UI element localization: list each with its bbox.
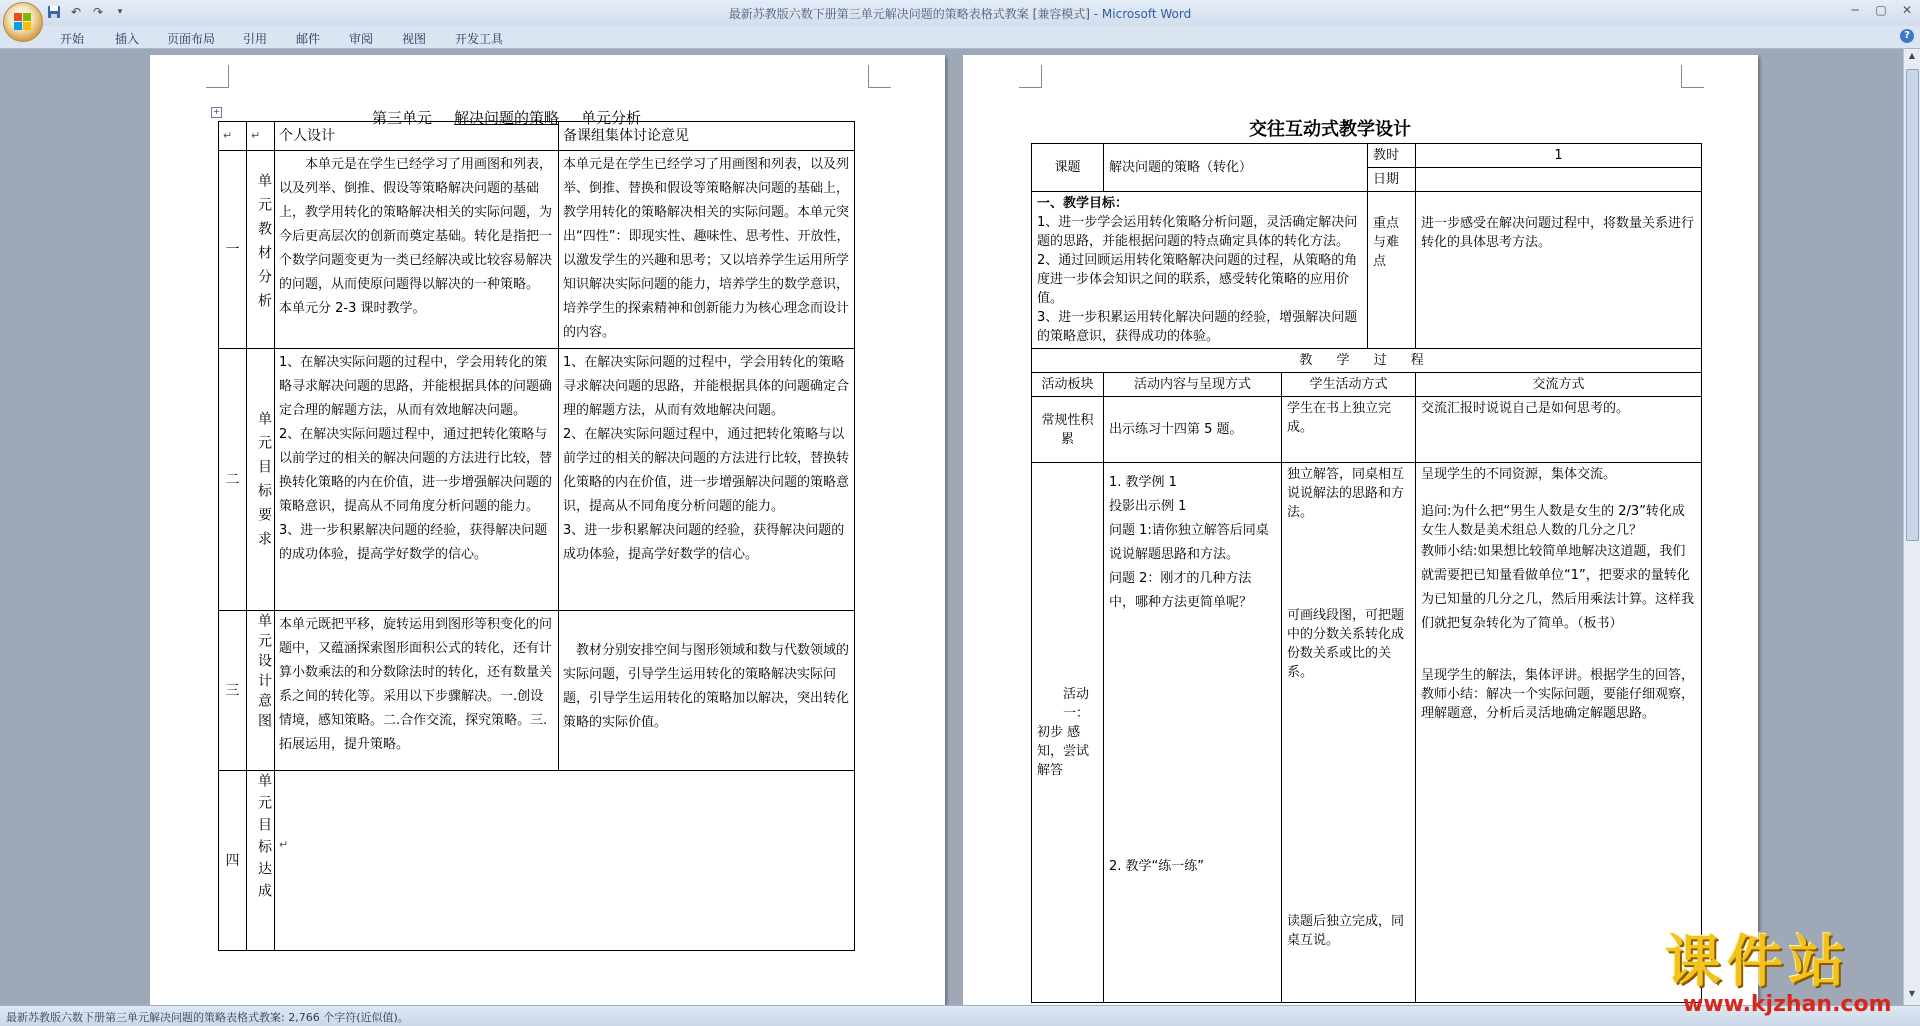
minimize-button[interactable]: ─	[1851, 3, 1859, 17]
col-content[interactable]: 活动内容与呈现方式	[1104, 373, 1282, 397]
header-group[interactable]: 备课组集体讨论意见	[559, 122, 855, 151]
cell-empty[interactable]: ↵	[275, 771, 855, 951]
row-label-text: 单元教材分析	[256, 173, 272, 317]
scroll-up-icon[interactable]: ▲	[1908, 51, 1916, 60]
cell-group[interactable]	[559, 349, 855, 611]
exchange-text: 呈现学生的不同资源，集体交流。	[1421, 467, 1617, 482]
cell-text: 1、在解决实际问题的过程中，学会用转化的策略寻求解决问题的思路，并能根据具体的问题确定合理的解题方法，从而有效地解决问题。	[563, 355, 850, 418]
design-title: 交往互动式教学设计	[1249, 119, 1411, 140]
vertical-scrollbar[interactable]	[1903, 49, 1920, 1005]
title-bar	[0, 0, 1920, 26]
undo-icon[interactable]: ↶	[70, 5, 82, 19]
course-value[interactable]: 解决问题的策略（转化）	[1104, 144, 1368, 192]
page-right	[963, 55, 1758, 1005]
crop-mark	[206, 65, 229, 88]
key-value: 进一步感受在解决问题过程中，将数量关系进行转化的具体思考方法。	[1421, 216, 1695, 250]
tab-review[interactable]: 审阅	[349, 32, 374, 46]
course-row	[1032, 144, 1702, 168]
cell-text: 本单元分 2-3 课时教学。	[279, 301, 426, 316]
tab-insert[interactable]: 插入	[115, 32, 140, 46]
row2-block[interactable]	[1032, 463, 1104, 1003]
title-unit: 第三单元	[372, 109, 433, 127]
redo-icon[interactable]: ↷	[92, 5, 104, 19]
row2-content[interactable]	[1104, 463, 1282, 1003]
page-left	[150, 55, 945, 1005]
table-row	[219, 151, 855, 349]
exchange-text: 追问:为什么把“男生人数是女生的 2/3”转化成女生人数是美术组总人数的几分之几？	[1421, 504, 1685, 538]
table-row	[219, 771, 855, 951]
cell-text: 本单元是在学生已经学习了用画图和列表，以及列举、倒推、假设等策略解决问题的基础上，教学用转化的策略解决相关的实际问题，为今后更高层次的创新而奠定基础。转化是指把一个数学问题变更为一类已经解决或比较容易解决的问题，从而使原问题得以解决的一种策略。	[279, 157, 553, 292]
app-name: Microsoft Word	[1101, 7, 1192, 21]
process-title[interactable]: 教 学 过 程	[1032, 349, 1702, 373]
goal-item: 1、进一步学会运用转化策略分析问题，灵活确定解决问题的思路，并能根据问题的特点确定具体的转化方法。	[1037, 215, 1358, 249]
cell-group[interactable]	[559, 611, 855, 771]
goals-cell[interactable]	[1032, 192, 1368, 349]
exchange-text: 教师小结:如果想比较简单地解决这道题，我们就需要把已知量看做单位“1”，把要求的量转化为已知量的几分之几，然后用乘法计算。这样我们就把复杂转化为了简单。（板书）	[1421, 544, 1695, 631]
watermark-url: www.kjzhan.com	[1683, 992, 1892, 1017]
tab-developer[interactable]: 开发工具	[455, 32, 504, 46]
date-value[interactable]	[1416, 168, 1702, 192]
tab-view[interactable]: 视图	[402, 32, 427, 46]
unit-analysis-table	[218, 121, 855, 951]
status-text: 最新苏教版六数下册第三单元解决问题的策略表格式教案: 2,766 个字符(近似值)。	[6, 1011, 409, 1024]
window-controls	[1842, 0, 1920, 20]
tab-home[interactable]: 开始	[60, 32, 85, 46]
crop-mark	[1681, 65, 1704, 88]
row1-content[interactable]: 出示练习十四第 5 题。	[1104, 397, 1282, 463]
help-icon[interactable]: ?	[1900, 29, 1914, 43]
content-line: 问题 1:请你独立解答后同桌说说解题思路和方法。	[1109, 523, 1269, 562]
row-label[interactable]	[247, 151, 275, 349]
watermark-text: 课件站	[1665, 930, 1851, 995]
process-row	[1032, 397, 1702, 463]
title-analysis: 单元分析	[581, 109, 642, 127]
goal-item: 2、通过回顾运用转化策略解决问题的过程，从策略的角度进一步体会知识之间的联系，感受转化策略的应用价值。	[1037, 253, 1358, 306]
table-row	[219, 611, 855, 771]
cell-personal[interactable]	[275, 349, 559, 611]
key-label-cell[interactable]	[1368, 192, 1416, 349]
row-label[interactable]	[247, 771, 275, 951]
cell-text: 3、进一步积累解决问题的经验，获得解决问题的成功体验，提高学好数学的信心。	[563, 523, 845, 562]
customize-qat-icon[interactable]: ▾	[117, 7, 123, 17]
row2-student[interactable]	[1282, 463, 1416, 1003]
goals-heading: 一、教学目标：	[1037, 196, 1129, 211]
row-label-text: 单元目标达成	[256, 773, 272, 905]
row-number[interactable]: 四	[219, 771, 247, 951]
crop-mark	[868, 65, 891, 88]
row1-student[interactable]: 学生在书上独立完成。	[1282, 397, 1416, 463]
tab-mailings[interactable]: 邮件	[296, 32, 321, 46]
scrollbar-thumb[interactable]	[1906, 69, 1919, 541]
key-label: 重点与难点	[1373, 216, 1400, 269]
cell-personal[interactable]: 本单元既把平移，旋转运用到图形等积变化的问题中，又蕴涵探索图形面积公式的转化，还有计算小数乘法的和分数除法时的转化，还有数量关系之间的转化等。采用以下步骤解决。一.创设情境，感知策略。二.合作交流，探究策略。三.拓展运用，提升策略。	[275, 611, 559, 771]
table-cell[interactable]: ↵	[219, 122, 247, 151]
row2-block-line: 初步 感知，尝试解答	[1037, 725, 1090, 778]
row-number[interactable]: 三	[219, 611, 247, 771]
col-student[interactable]: 学生活动方式	[1282, 373, 1416, 397]
office-button[interactable]	[3, 2, 43, 42]
cell-group[interactable]: 本单元是在学生已经学习了用画图和列表，以及列举、倒推、替换和假设等策略解决问题的基础上，教学用转化的策略解决相关的实际问题。本单元突出“四性”：即现实性、趣味性、思考性、开放性，以激发学生的兴趣和思考；又以培养学生运用所学知识解决实际问题的能力，培养学生的数学意识，培养学生的探索精神和创新能力为核心理念而设计的内容。	[559, 151, 855, 349]
lesson-plan-table	[1031, 143, 1702, 1003]
goals-row	[1032, 192, 1702, 349]
content-line: 问题 2：刚才的几种方法中，哪种方法更简单呢？	[1109, 571, 1253, 610]
crop-mark	[1019, 65, 1042, 88]
content-line: 1. 教学例 1	[1109, 475, 1177, 490]
row-label[interactable]	[247, 349, 275, 611]
row-label[interactable]	[247, 611, 275, 771]
key-value-cell[interactable]	[1416, 192, 1702, 349]
student-text: 可画线段图，可把题中的分数关系转化成份数关系或比的关系。	[1287, 608, 1405, 680]
period-value[interactable]: 1	[1416, 144, 1702, 168]
row-label-text: 单元设计意图	[256, 613, 272, 733]
student-text: 读题后独立完成，同桌互说。	[1287, 914, 1405, 948]
cell-text: 2、在解决实际问题过程中，通过把转化策略与以前学过的相关的解决问题的方法进行比较，替换转化策略的内在价值，进一步增强解决问题的策略意识，提高从不同角度分析问题的能力。	[279, 427, 553, 514]
table-header-row	[219, 122, 855, 151]
close-button[interactable]: ✕	[1901, 3, 1913, 17]
date-label[interactable]: 日期	[1368, 168, 1416, 192]
cell-text: 1、在解决实际问题的过程中，学会用转化的策略寻求解决问题的思路，并能根据具体的问题确定合理的解题方法，从而有效地解决问题。	[279, 355, 553, 418]
maximize-button[interactable]: ▢	[1875, 3, 1887, 17]
exchange-text: 呈现学生的解法，集体评讲。根据学生的回答，教师小结：解决一个实际问题，要能仔细观察，理解题意，分析后灵活地确定解题思路。	[1421, 668, 1695, 721]
row1-exchange[interactable]: 交流汇报时说说自己是如何思考的。	[1416, 397, 1702, 463]
cell-text: 教材分别安排空间与图形领域和数与代数领域的实际问题，引导学生运用转化的策略解决实际问题，引导学生运用转化的策略加以解决，突出转化策略的实际价值。	[563, 643, 850, 730]
window-title	[0, 5, 1920, 22]
row-number[interactable]: 二	[219, 349, 247, 611]
status-bar	[0, 1005, 1920, 1026]
tab-references[interactable]: 引用	[243, 32, 268, 46]
cell-text: 2、在解决实际问题过程中，通过把转化策略与以前学过的相关的解决问题的方法进行比较，替换转化策略的内在价值，进一步增强解决问题的策略意识，提高从不同角度分析问题的能力。	[563, 427, 850, 514]
content-line: 2. 教学“练一练”	[1109, 859, 1205, 874]
row2-block-line: 活动一：	[1063, 687, 1090, 721]
row1-block[interactable]: 常规性积累	[1032, 397, 1104, 463]
student-text: 独立解答，同桌相互说说解法的思路和方法。	[1287, 467, 1405, 520]
watermark-logo	[1665, 918, 1905, 1017]
col-block[interactable]: 活动板块	[1032, 373, 1104, 397]
period-label[interactable]: 教时	[1368, 144, 1416, 168]
document-workspace	[0, 49, 1904, 1005]
cell-text: 3、进一步积累解决问题的经验，获得解决问题的成功体验，提高学好数学的信心。	[279, 523, 548, 562]
content-line: 投影出示例 1	[1109, 499, 1187, 514]
office-logo-icon	[14, 13, 32, 31]
row-number[interactable]: 一	[219, 151, 247, 349]
course-label[interactable]: 课题	[1032, 144, 1104, 192]
header-personal[interactable]: 个人设计	[275, 122, 559, 151]
process-title-row	[1032, 349, 1702, 373]
scroll-down-icon[interactable]: ▼	[1908, 989, 1916, 998]
tab-page-layout[interactable]: 页面布局	[167, 32, 216, 46]
cell-personal[interactable]	[275, 151, 559, 349]
col-exchange[interactable]: 交流方式	[1416, 373, 1702, 397]
row-label-text: 单元目标要求	[256, 411, 272, 555]
row2-exchange[interactable]	[1416, 463, 1702, 1003]
table-move-handle[interactable]: +	[211, 107, 222, 118]
table-cell[interactable]: ↵	[247, 122, 275, 151]
table-row	[219, 349, 855, 611]
process-header-row	[1032, 373, 1702, 397]
ribbon-tabs	[0, 26, 1920, 49]
goal-item: 3、进一步积累运用转化解决问题的经验，增强解决问题的策略意识，获得成功的体验。	[1037, 310, 1358, 344]
title-topic: 解决问题的策略	[454, 109, 560, 127]
document-name: 最新苏教版六数下册第三单元解决问题的策略表格式教案 [兼容模式] -	[728, 7, 1102, 21]
process-row	[1032, 463, 1702, 1003]
